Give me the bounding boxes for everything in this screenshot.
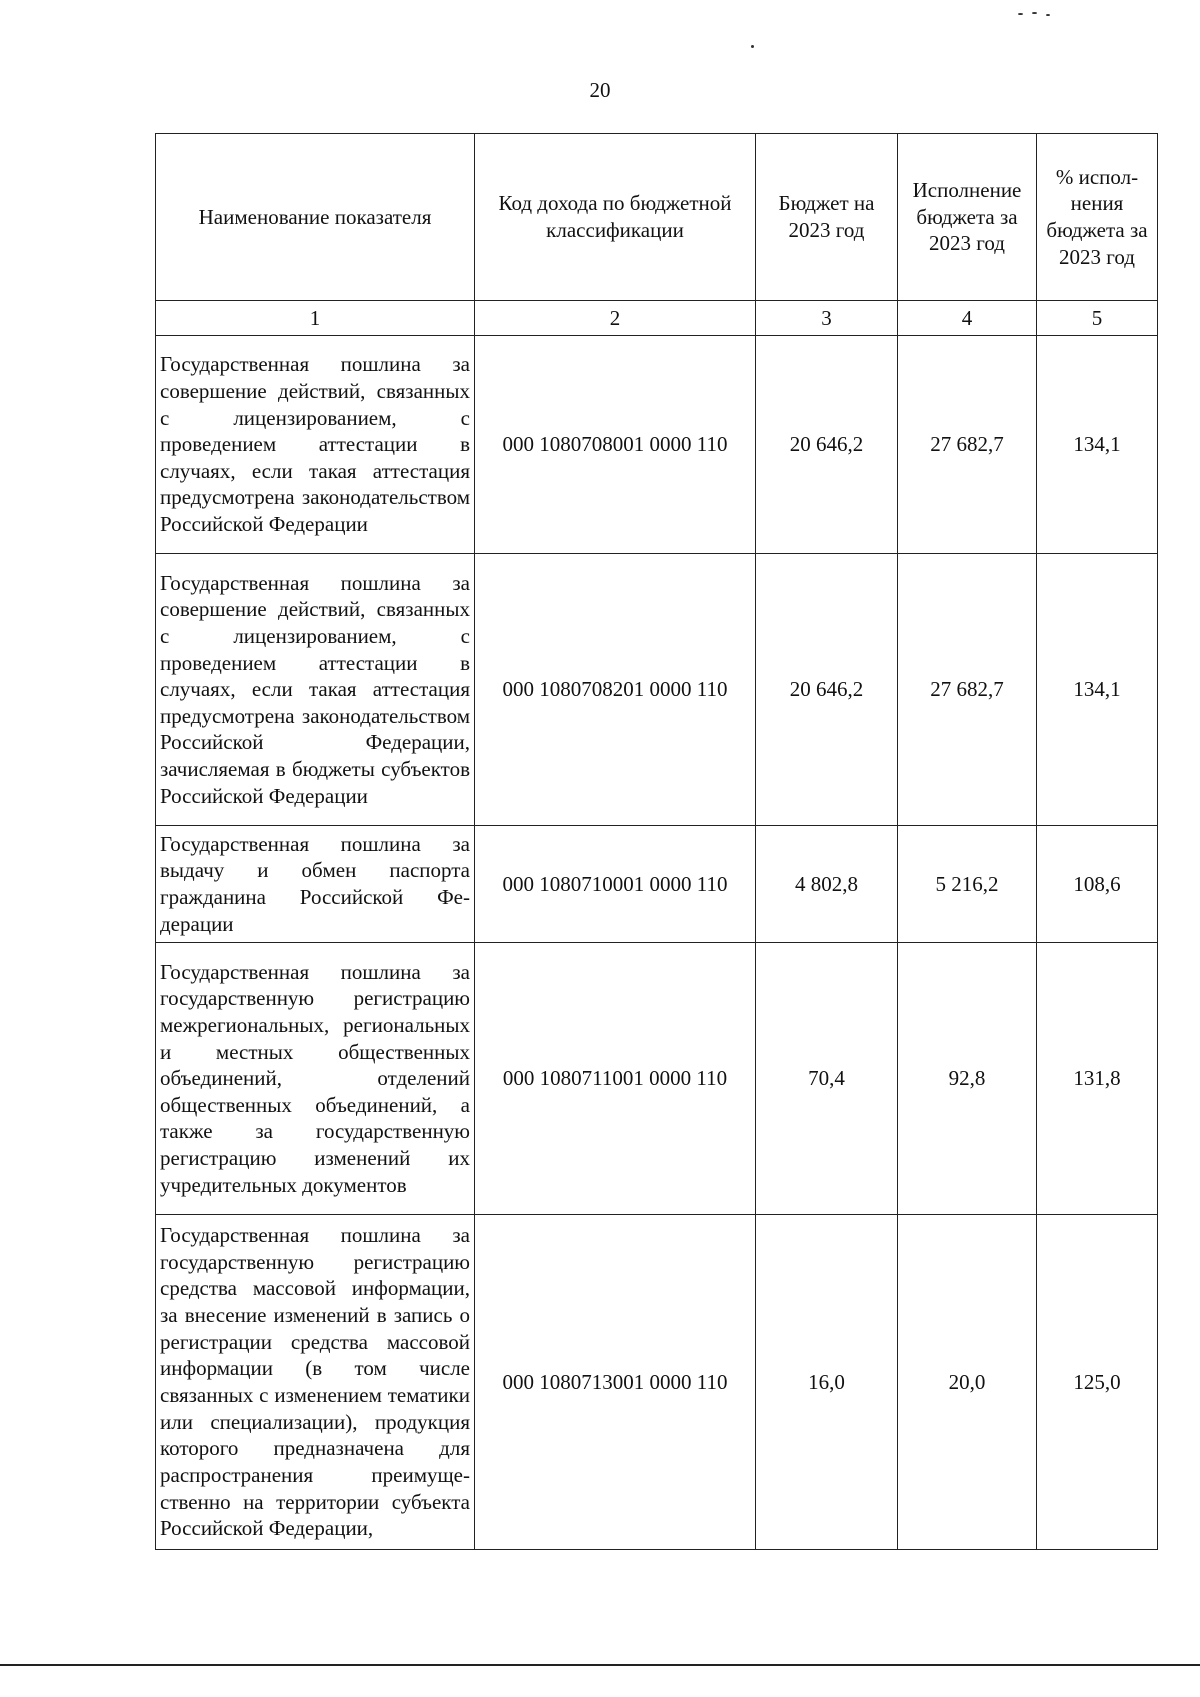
table-row [156,554,1158,826]
header-name: Наименование показателя [156,134,475,301]
row-code: 000 1080710001 0000 110 [475,826,756,943]
row-name: Государственная пошлина за государственную регистрацию межрегиональных, региональных и местных общественных объединений, отделений общественных объединений, а также за государственную регистрацию изменений их учредительных документов [156,943,475,1215]
row-code: 000 1080708201 0000 110 [475,554,756,826]
scan-speck [1018,13,1023,15]
scan-speck [751,45,754,48]
row-plan: 4 802,8 [756,826,898,943]
header-plan: Бюджет на 2023 год [756,134,898,301]
row-plan: 20 646,2 [756,554,898,826]
table-row [156,826,1158,943]
row-execution: 5 216,2 [898,826,1037,943]
scan-edge-line [0,1664,1200,1666]
row-percent: 134,1 [1037,336,1158,554]
row-name: Государственная пошлина за государственную регистрацию средства массовой информации, за внесение изменений в запись о регистрации средства массовой информации (в том числе связанных с изменением тематики или специализации), продукция которого предназначена для распространения преимущественно на территории субъекта Российской Федерации, [156,1215,475,1550]
column-number: 1 [156,301,475,336]
column-number-row [156,301,1158,336]
scan-speck [1046,14,1050,16]
row-code: 000 1080708001 0000 110 [475,336,756,554]
column-number: 4 [898,301,1037,336]
row-plan: 16,0 [756,1215,898,1550]
column-number: 3 [756,301,898,336]
row-percent: 134,1 [1037,554,1158,826]
header-execution: Исполнение бюджета за 2023 год [898,134,1037,301]
row-code: 000 1080713001 0000 110 [475,1215,756,1550]
header-code: Код дохода по бюджетной классификации [475,134,756,301]
row-execution: 27 682,7 [898,336,1037,554]
row-name: Государственная пошлина за выдачу и обмен паспорта гражданина Российской Федерации [156,826,475,943]
row-percent: 108,6 [1037,826,1158,943]
row-execution: 20,0 [898,1215,1037,1550]
row-name: Государственная пошлина за совершение действий, связанных с лицензированием, с проведением аттестации в случаях, если такая аттестация предусмотрена законодательством Российской Федерации [156,336,475,554]
scan-speck [1032,12,1037,14]
row-code: 000 1080711001 0000 110 [475,943,756,1215]
table-row [156,943,1158,1215]
budget-table [155,133,1158,1550]
table-row [156,336,1158,554]
row-plan: 20 646,2 [756,336,898,554]
row-name: Государственная пошлина за совершение действий, связанных с лицензированием, с проведением аттестации в случаях, если такая аттестация предусмотрена законодательством Российской Федерации, зачисляемая в бюджеты субъектов Российской Федерации [156,554,475,826]
row-execution: 27 682,7 [898,554,1037,826]
column-number: 2 [475,301,756,336]
header-percent: % исполнения бюджета за 2023 год [1037,134,1158,301]
table-row [156,1215,1158,1550]
row-percent: 131,8 [1037,943,1158,1215]
table-header-row [156,134,1158,301]
row-plan: 70,4 [756,943,898,1215]
column-number: 5 [1037,301,1158,336]
row-percent: 125,0 [1037,1215,1158,1550]
page-number: 20 [589,78,611,102]
row-execution: 92,8 [898,943,1037,1215]
